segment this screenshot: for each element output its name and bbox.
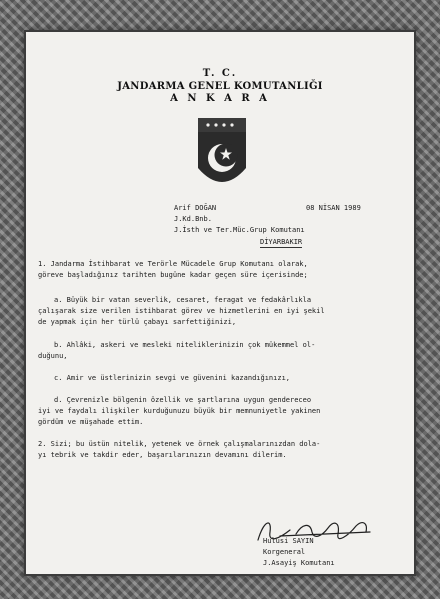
signatory-name: Hulusi SAYIN (263, 537, 314, 545)
paragraph-b-line-2: duğunu, (38, 352, 68, 360)
letter-page (24, 30, 416, 576)
recipient-rank: J.Kd.Bnb. (174, 215, 212, 223)
paragraph-1-line-2: göreve başladığınız tarihten bugüne kadar geçen süre içerisinde; (38, 271, 308, 279)
paragraph-b-line-1: b. Ahlâki, askeri ve mesleki niteliklerinizin çok mükemmel ol- (54, 341, 316, 349)
recipient-location: DİYARBAKIR (260, 238, 303, 246)
recipient-name: Arif DOĞAN (174, 204, 217, 212)
paragraph-d-line-3: gördüm ve müşahade ettim. (38, 418, 144, 426)
header-tc: T. C. (202, 68, 238, 79)
paragraph-1-line-1: 1. Jandarma İstihbarat ve Terörle Mücadele Grup Komutanı olarak, (38, 260, 308, 268)
paragraph-a-line-2: çalışarak size verilen istihbarat görev ve hizmetlerini en iyi şekil (38, 307, 325, 315)
signatory-rank: Korgeneral (263, 548, 306, 556)
paragraph-c-line-1: c. Amir ve üstlerinizin sevgi ve güvenini kazandığınızı, (54, 374, 291, 382)
recipient-position: J.İsth ve Ter.Müc.Grup Komutanı (174, 226, 305, 234)
signatory-title: J.Asayiş Komutanı (263, 559, 335, 567)
paragraph-a-line-1: a. Büyük bir vatan severlik, cesaret, feragat ve fedakârlıkla (54, 296, 312, 304)
gendarmerie-emblem-icon (196, 116, 248, 196)
header-command: JANDARMA GENEL KOMUTANLIĞI (117, 81, 323, 92)
paragraph-2-line-2: yı tebrik ve takdir eder, başarılarınızın devamını dilerim. (38, 451, 287, 459)
paragraph-2-line-1: 2. Sizi; bu üstün nitelik, yetenek ve örnek çalışmalarınızdan dola- (38, 440, 321, 448)
paragraph-d-line-2: iyi ve faydalı ilişkiler kurduğunuzu büyük bir memnuniyetle yakinen (38, 407, 321, 415)
letter-date: 08 NİSAN 1989 (306, 204, 361, 212)
header-city: A N K A R A (170, 93, 270, 104)
paragraph-a-line-3: de yapmak için her türlü çabayı sarfettiğinizi, (38, 318, 237, 326)
paragraph-d-line-1: d. Çevrenizle bölgenin özellik ve şartlarına uygun gendereceo (54, 396, 312, 404)
